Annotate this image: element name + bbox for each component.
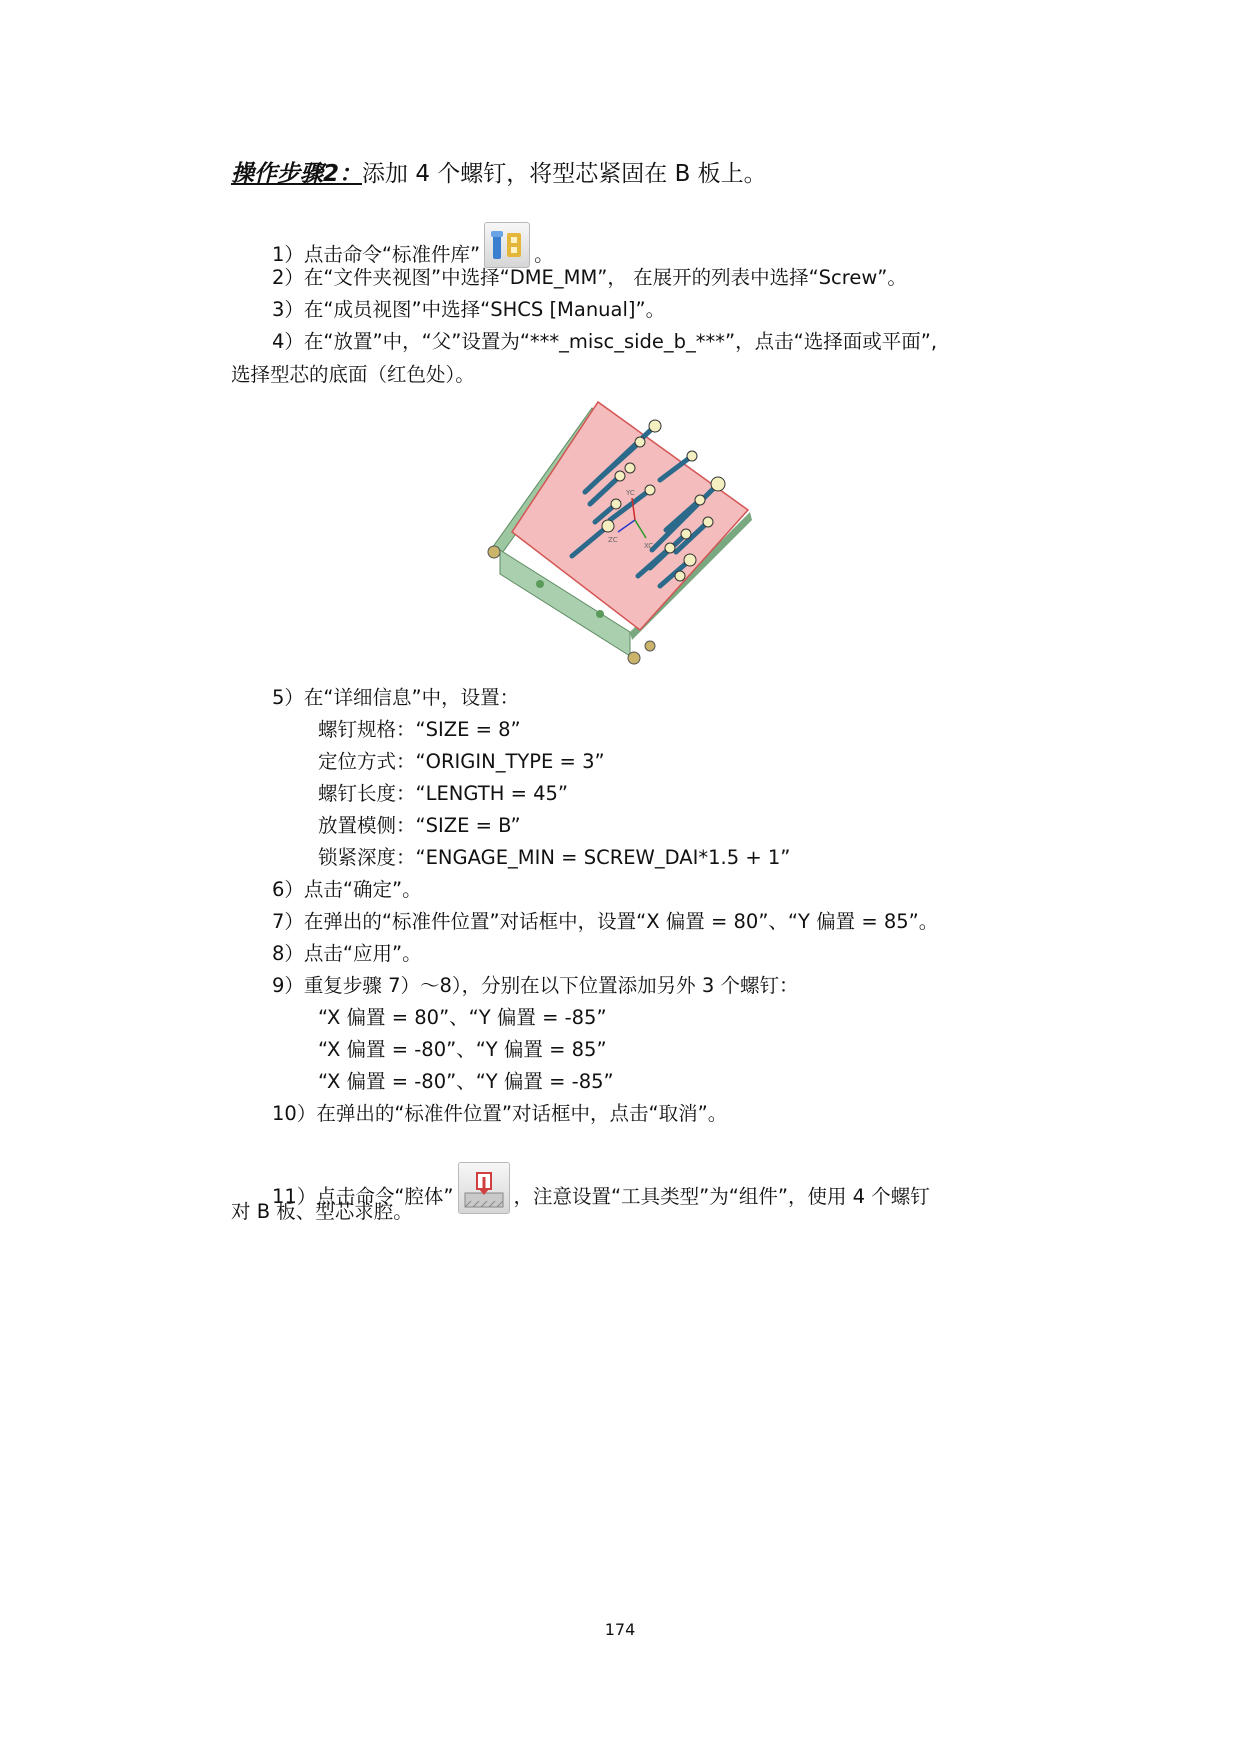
step-11-text: 11）点击命令“腔体” [272, 1185, 454, 1208]
axis-label-yc: YC [626, 489, 635, 497]
step-6: 6）点击“确定”。 [272, 878, 422, 901]
position-3: “X 偏置 = -80”、“Y 偏置 = -85” [318, 1070, 614, 1093]
cavity-icon[interactable] [458, 1162, 510, 1214]
step-5: 5）在“详细信息”中，设置： [272, 686, 520, 709]
detail-length: 螺钉长度：“LENGTH = 45” [318, 782, 569, 805]
step-9: 9）重复步骤 7）～8），分别在以下位置添加另外 3 个螺钉： [272, 974, 799, 997]
step-1-end: 。 [534, 243, 554, 266]
axis-label-xc: XC [644, 542, 654, 550]
position-1: “X 偏置 = 80”、“Y 偏置 = -85” [318, 1006, 607, 1029]
mold-plate-with-screws-figure [480, 400, 760, 670]
detail-origin-type: 定位方式：“ORIGIN_TYPE = 3” [318, 750, 605, 773]
step-11-cont: ，注意设置“工具类型”为“组件”，使用 4 个螺钉 [513, 1185, 930, 1208]
step-8: 8）点击“应用”。 [272, 942, 422, 965]
step-2: 2）在“文件夹视图”中选择“DME_MM”， 在展开的列表中选择“Screw”。 [272, 266, 907, 289]
step-11-end: 对 B 板、型芯求腔。 [231, 1200, 413, 1223]
step-10: 10）在弹出的“标准件位置”对话框中，点击“取消”。 [272, 1102, 728, 1125]
axis-label-zc: ZC [608, 536, 618, 544]
step-7: 7）在弹出的“标准件位置”对话框中，设置“X 偏置 = 80”、“Y 偏置 = 85”。 [272, 910, 939, 933]
step-3: 3）在“成员视图”中选择“SHCS [Manual]”。 [272, 298, 666, 321]
detail-engage-min: 锁紧深度：“ENGAGE_MIN = SCREW_DAI*1.5 + 1” [318, 846, 791, 869]
step-heading-text: 添加 4 个螺钉，将型芯紧固在 B 板上。 [362, 161, 767, 187]
step-4: 4）在“放置”中，“父”设置为“***_misc_side_b_***”，点击“选择面或平面”, [272, 330, 938, 353]
step-4-cont: 选择型芯的底面（红色处）。 [231, 363, 475, 386]
page-number: 174 [604, 1620, 636, 1639]
detail-mold-side: 放置模侧：“SIZE = B” [318, 814, 521, 837]
step-1-text: 1）点击命令“标准件库” [272, 243, 481, 266]
standard-parts-library-icon[interactable] [484, 222, 530, 268]
position-2: “X 偏置 = -80”、“Y 偏置 = 85” [318, 1038, 607, 1061]
step-1 [272, 222, 554, 269]
step-heading [231, 158, 767, 190]
step-heading-label: 操作步骤2： [231, 161, 363, 187]
detail-size: 螺钉规格：“SIZE = 8” [318, 718, 521, 741]
